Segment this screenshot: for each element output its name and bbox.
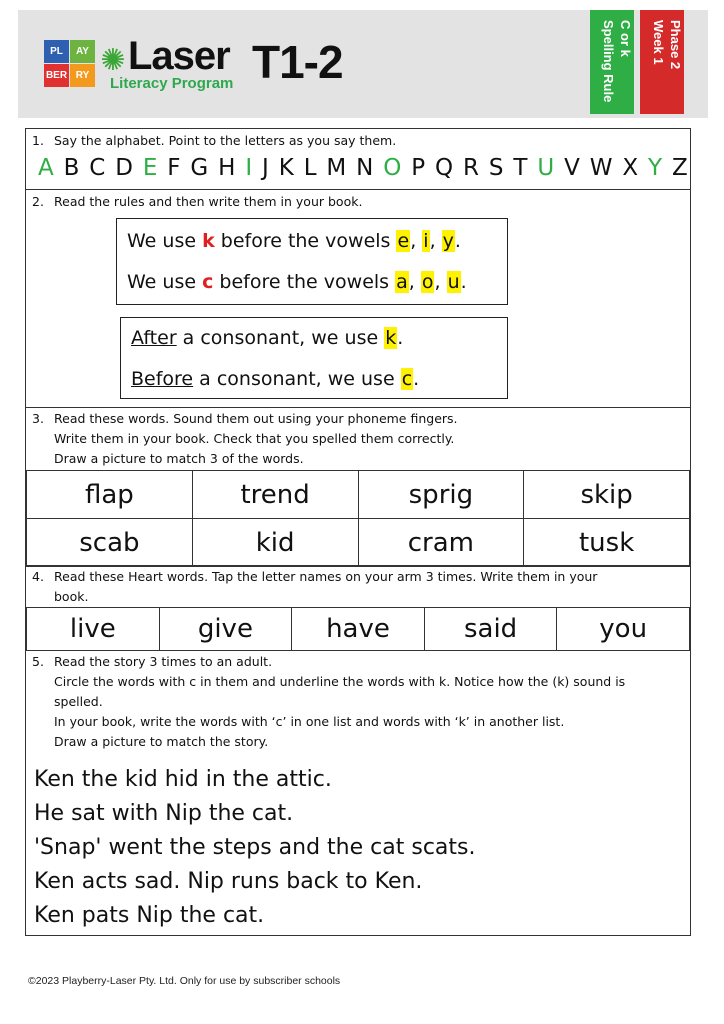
topic-tab [590,10,634,114]
instruction: 2. Read the rules and then write them in your book. [32,194,363,209]
alphabet-letter: W [589,155,613,181]
alphabet-letter: J [262,155,269,181]
logo-tile: PL [44,40,69,63]
alphabet-letter: P [411,155,426,181]
section-alphabet [26,129,690,190]
word-cell: tusk [524,519,690,567]
alphabet-letter: H [218,155,236,181]
heart-word-cell: have [292,608,425,651]
week-label: Week 1 [651,20,666,65]
logo-tile: RY [70,64,95,87]
alphabet-letter: T [513,155,528,181]
instruction: 4. Read these Heart words. Tap the letter names on your arm 3 times. Write them in your book. [32,569,598,604]
alphabet-letter: B [63,155,80,181]
instruction: 1. Say the alphabet. Point to the letters as you say them. [32,133,397,148]
alphabet-letter: A [38,155,54,181]
alphabet-letter: G [190,155,209,181]
section-heart-words [26,566,690,651]
story-line: Ken the kid hid in the attic. [34,767,332,792]
alphabet-letter: F [167,155,181,181]
heart-word-cell: you [557,608,690,651]
story-line: Ken acts sad. Nip runs back to Ken. [34,869,423,894]
rule-c: We use c before the vowels a, o, u. [127,271,467,293]
story-line: 'Snap' went the steps and the cat scats. [34,835,476,860]
logo-tile: BER [44,64,69,87]
topic-subtitle: Spelling Rule [601,20,616,103]
heart-word-cell: give [159,608,292,651]
word-cell: sprig [358,471,524,519]
rule-after: After a consonant, we use k. [131,327,404,349]
copyright-footer: ©2023 Playberry-Laser Pty. Ltd. Only for use by subscriber schools [28,975,341,987]
alphabet-letter: L [303,155,317,181]
heart-word-grid [26,607,690,651]
alphabet-letter: M [326,155,347,181]
word-cell: scab [27,519,193,567]
alphabet-letter: X [622,155,639,181]
alphabet-letter: Z [671,155,688,181]
instruction: 5. Read the story 3 times to an adult. Circle the words with c in them and underline the words with k. Notice how the (k) sound is spelled. In your book, write the words with ‘c’ in one list and words with ‘k’ in another list. Draw a picture to match the story. [32,654,626,749]
vowel-rule-box [116,218,508,305]
phase-tab [640,10,684,114]
alphabet-letter: K [278,155,294,181]
alphabet-letter: V [564,155,580,181]
alphabet-letter: Q [435,155,454,181]
section-rules [26,190,690,408]
playberry-logo [44,40,96,88]
alphabet-letter: N [356,155,374,181]
consonant-rule-box [120,317,508,399]
phase-label: Phase 2 [668,20,683,70]
heart-word-cell: said [424,608,557,651]
word-cell: flap [27,471,193,519]
alphabet-letter: O [383,155,402,181]
alphabet-letter: R [463,155,480,181]
story-line: He sat with Nip the cat. [34,801,294,826]
alphabet-row [38,151,688,185]
alphabet-letter: D [115,155,133,181]
word-cell: trend [192,471,358,519]
alphabet-letter: U [537,155,555,181]
logo-tile: AY [70,40,95,63]
program-name: Literacy Program [110,75,234,92]
topic-title: C or k [618,20,633,57]
story-line: Ken pats Nip the cat. [34,903,265,928]
story-text [34,763,475,933]
section-story [26,651,690,935]
word-cell: kid [192,519,358,567]
heart-word-cell: live [27,608,160,651]
instruction: 3. Read these words. Sound them out using your phoneme fingers. Write them in your book. Check that you spelled them correctly. Draw a picture to match 3 of the words. [32,411,458,466]
rule-before: Before a consonant, we use c. [131,368,420,390]
worksheet-body [25,128,691,936]
word-grid [26,470,690,567]
section-decodable-words [26,408,690,566]
alphabet-letter: S [488,155,504,181]
brand-name: Laser [128,34,230,78]
alphabet-letter: Y [648,155,663,181]
level-label: T1-2 [252,36,343,88]
alphabet-letter: I [245,155,253,181]
alphabet-letter: E [142,155,158,181]
rule-k: We use k before the vowels e, i, y. [127,230,461,252]
laser-burst-icon: ✺ [100,43,126,78]
word-cell: skip [524,471,690,519]
alphabet-letter: C [89,155,106,181]
word-cell: cram [358,519,524,567]
